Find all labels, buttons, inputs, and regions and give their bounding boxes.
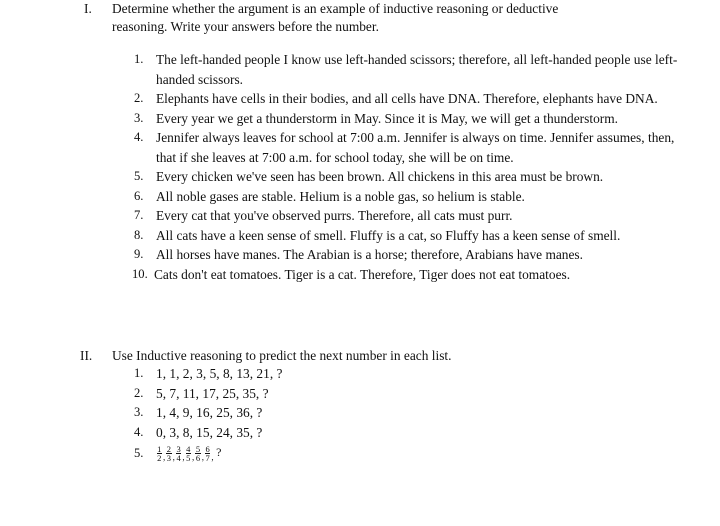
fraction-denominator: 5	[186, 453, 191, 464]
sequence-item-number: 2.	[134, 385, 144, 400]
fraction-separator: ,	[201, 452, 204, 463]
question-number: 6.	[134, 188, 144, 203]
sequence-item-text: 1, 4, 9, 16, 25, 36, ?	[156, 405, 263, 420]
fraction-separator: ,	[192, 452, 195, 463]
question-number: 5.	[134, 169, 144, 183]
question-item	[134, 167, 694, 187]
fraction-numerator: 2	[166, 443, 172, 454]
question-text: The left-handed people I know use left-handed scissors; therefore, all left-handed people use left-handed scissors.	[156, 52, 678, 87]
question-item	[134, 265, 694, 285]
sequence-item-number: 1.	[134, 366, 144, 380]
fraction	[186, 445, 191, 463]
question-text: All horses have manes. The Arabian is a horse; therefore, Arabians have manes.	[156, 247, 583, 262]
question-number: 4.	[134, 130, 144, 144]
question-item	[134, 245, 694, 265]
question-number: 3.	[134, 110, 144, 125]
section-1-instruction-line-2: reasoning. Write your answers before the number.	[112, 19, 379, 34]
question-text: Elephants have cells in their bodies, and all cells have DNA. Therefore, elephants have DNA.	[156, 91, 658, 106]
fraction-denominator: 6	[195, 453, 201, 464]
fraction-denominator: 7	[205, 453, 210, 464]
question-item	[134, 206, 694, 226]
sequence-item-number: 3.	[134, 405, 144, 419]
fraction	[195, 445, 200, 463]
section-2-numeral: II.	[80, 348, 93, 363]
section-1-instruction	[112, 0, 692, 36]
sequence-item-text: 5, 7, 11, 17, 25, 35, ?	[156, 385, 269, 401]
sequence-item-text: 0, 3, 8, 15, 24, 35, ?	[156, 424, 263, 440]
question-number: 1.	[134, 52, 144, 66]
fraction-numerator: 6	[205, 443, 210, 454]
question-number: 2.	[134, 91, 144, 105]
fraction-denominator: 3	[166, 453, 172, 464]
fraction-separator: ,	[172, 452, 175, 463]
question-item	[134, 109, 694, 129]
question-text: Jennifer always leaves for school at 7:00 a.m. Jennifer is always on time. Jennifer assumes, then, that if she leaves at 7:00 a.m. for school today, she will be on time.	[156, 130, 675, 165]
question-number: 7.	[134, 208, 144, 222]
sequence-item	[134, 423, 694, 443]
question-text: Every year we get a thunderstorm in May. Since it is May, we will get a thunderstorm.	[156, 110, 618, 126]
fraction-numerator: 1	[157, 443, 162, 454]
section-2-instruction: Use Inductive reasoning to predict the next number in each list.	[112, 348, 452, 363]
section-1-question-list	[134, 50, 694, 284]
fraction-separator: ,	[182, 452, 185, 463]
section-1-instruction-line-1: Determine whether the argument is an example of inductive reasoning or deductive	[112, 1, 559, 16]
fraction-numerator: 5	[195, 443, 201, 454]
question-item	[134, 128, 694, 167]
question-item	[134, 50, 694, 89]
fraction-denominator: 2	[157, 453, 162, 464]
question-item	[134, 89, 694, 109]
sequence-item-fractions	[134, 444, 694, 464]
fraction	[166, 445, 171, 463]
fraction	[176, 445, 181, 463]
sequence-item-number: 4.	[134, 424, 144, 439]
fraction-separator: ,	[211, 452, 214, 463]
question-text: Cats don't eat tomatoes. Tiger is a cat. Therefore, Tiger does not eat tomatoes.	[154, 266, 571, 282]
question-item	[134, 226, 694, 246]
fraction	[157, 445, 162, 463]
question-number: 10.	[132, 266, 148, 281]
fraction-numerator: 3	[176, 443, 181, 454]
question-text: Every chicken we've seen has been brown. All chickens in this area must be brown.	[156, 169, 604, 184]
sequence-item-number: 5.	[134, 446, 144, 460]
question-number: 9.	[134, 247, 144, 261]
question-text: All noble gases are stable. Helium is a noble gas, so helium is stable.	[156, 188, 525, 204]
sequence-item	[134, 403, 694, 423]
sequence-item-text: 1, 1, 2, 3, 5, 8, 13, 21, ?	[156, 366, 283, 381]
section-1-numeral: I.	[84, 1, 92, 16]
fraction-numerator: 4	[186, 443, 191, 454]
section-2-sequence-list	[134, 364, 694, 464]
question-number: 8.	[134, 227, 144, 242]
fraction-denominator: 4	[176, 453, 181, 464]
fraction-sequence-tail: ?	[216, 444, 222, 459]
fraction-separator: ,	[162, 452, 166, 463]
question-text: All cats have a keen sense of smell. Fluffy is a cat, so Fluffy has a keen sense of smell.	[156, 227, 621, 243]
sequence-item	[134, 384, 694, 404]
question-item	[134, 187, 694, 207]
sequence-item	[134, 364, 694, 384]
fraction-sequence	[156, 445, 694, 463]
fraction	[205, 445, 210, 463]
question-text: Every cat that you've observed purrs. Therefore, all cats must purr.	[156, 208, 513, 223]
